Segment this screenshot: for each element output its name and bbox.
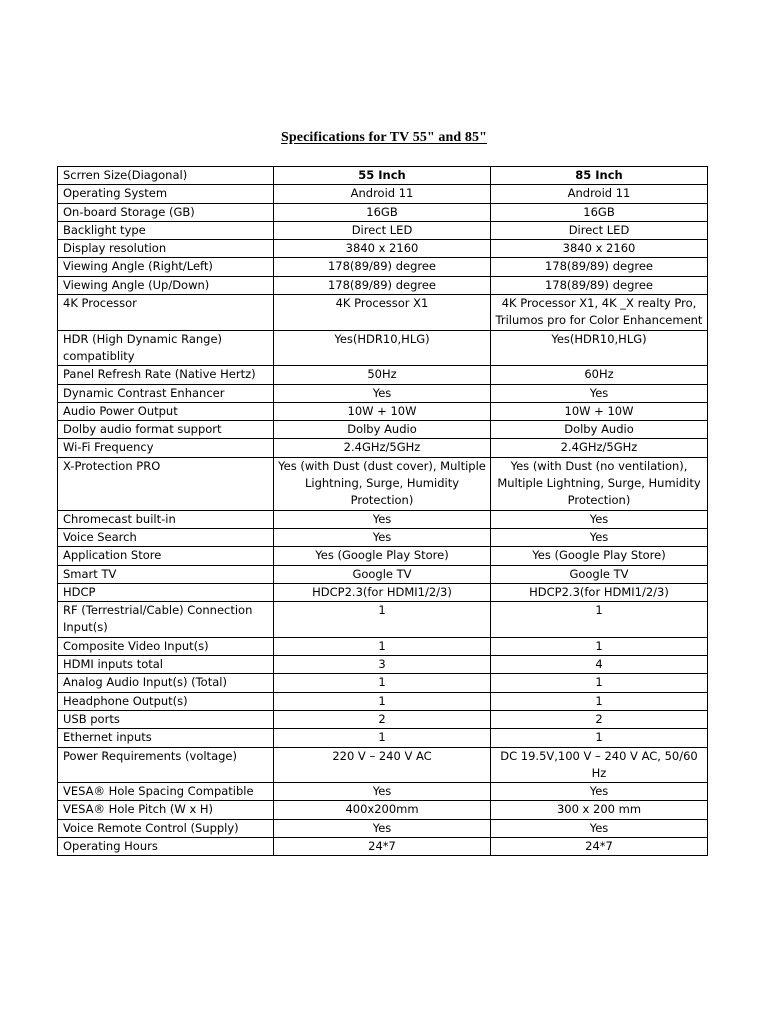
table-row: [58, 710, 708, 728]
spec-value-55-cell: Yes(HDR10,HLG): [274, 330, 491, 366]
spec-value-85-cell: 2: [491, 710, 708, 728]
spec-label-cell: HDCP: [58, 583, 274, 601]
spec-value-55-cell: 2: [274, 710, 491, 728]
spec-value-85-cell: Yes: [491, 384, 708, 402]
table-row: [58, 421, 708, 439]
table-row: [58, 729, 708, 747]
spec-value-85-cell: Yes (Google Play Store): [491, 547, 708, 565]
spec-label-cell: HDMI inputs total: [58, 656, 274, 674]
spec-value-85-cell: 1: [491, 674, 708, 692]
spec-value-55-cell: 50Hz: [274, 366, 491, 384]
spec-value-85-cell: 16GB: [491, 203, 708, 221]
spec-label-cell: HDR (High Dynamic Range) compatiblity: [58, 330, 274, 366]
spec-label-cell: Wi-Fi Frequency: [58, 439, 274, 457]
spec-value-55-cell: 16GB: [274, 203, 491, 221]
table-row: [58, 258, 708, 276]
spec-value-55-cell: 10W + 10W: [274, 402, 491, 420]
spec-value-55-cell: HDCP2.3(for HDMI1/2/3): [274, 583, 491, 601]
spec-value-55-cell: Yes: [274, 384, 491, 402]
spec-label-cell: Voice Search: [58, 528, 274, 546]
spec-value-85-cell: Dolby Audio: [491, 421, 708, 439]
document-title: [0, 130, 768, 146]
table-row: [58, 457, 708, 510]
spec-label-cell: Power Requirements (voltage): [58, 747, 274, 783]
spec-label-cell: Voice Remote Control (Supply): [58, 819, 274, 837]
spec-label-cell: Ethernet inputs: [58, 729, 274, 747]
table-row: [58, 783, 708, 801]
spec-value-55-cell: Yes: [274, 528, 491, 546]
table-row: [58, 583, 708, 601]
spec-value-55-cell: 2.4GHz/5GHz: [274, 439, 491, 457]
table-row: [58, 330, 708, 366]
spec-value-85-cell: Yes: [491, 510, 708, 528]
spec-value-55-cell: 400x200mm: [274, 801, 491, 819]
spec-value-85-cell: 3840 x 2160: [491, 240, 708, 258]
spec-value-85-cell: DC 19.5V,100 V – 240 V AC, 50/60 Hz: [491, 747, 708, 783]
spec-value-55-cell: 1: [274, 729, 491, 747]
spec-value-85-cell: 60Hz: [491, 366, 708, 384]
spec-label-cell: X-Protection PRO: [58, 457, 274, 510]
spec-value-85-cell: 4: [491, 656, 708, 674]
spec-value-55-cell: Yes: [274, 783, 491, 801]
spec-value-85-cell: 4K Processor X1, 4K _X realty Pro, Trilumos pro for Color Enhancement: [491, 295, 708, 331]
table-row: [58, 384, 708, 402]
spec-value-85-cell: 300 x 200 mm: [491, 801, 708, 819]
table-row: [58, 185, 708, 203]
spec-value-55-cell: Direct LED: [274, 221, 491, 239]
spec-label-cell: Display resolution: [58, 240, 274, 258]
table-row: [58, 203, 708, 221]
spec-label-cell: USB ports: [58, 710, 274, 728]
spec-value-55-cell: Google TV: [274, 565, 491, 583]
spec-value-85-cell: 178(89/89) degree: [491, 258, 708, 276]
spec-value-85-cell: Yes: [491, 819, 708, 837]
table-row: [58, 602, 708, 638]
spec-value-55-cell: 3840 x 2160: [274, 240, 491, 258]
spec-value-85-cell: Yes (with Dust (no ventilation), Multiple Lightning, Surge, Humidity Protection): [491, 457, 708, 510]
spec-label-cell: Smart TV: [58, 565, 274, 583]
spec-value-55-cell: Android 11: [274, 185, 491, 203]
table-row: [58, 547, 708, 565]
spec-value-55-cell: 178(89/89) degree: [274, 258, 491, 276]
spec-label-cell: Headphone Output(s): [58, 692, 274, 710]
spec-value-55-cell: 178(89/89) degree: [274, 276, 491, 294]
spec-value-85-cell: 178(89/89) degree: [491, 276, 708, 294]
spec-value-55-cell: 3: [274, 656, 491, 674]
table-row: [58, 528, 708, 546]
spec-label-cell: Audio Power Output: [58, 402, 274, 420]
spec-value-55-cell: Dolby Audio: [274, 421, 491, 439]
spec-value-55-cell: 1: [274, 602, 491, 638]
spec-label-cell: RF (Terrestrial/Cable) Connection Input(s): [58, 602, 274, 638]
table-row: [58, 747, 708, 783]
spec-value-85-cell: Google TV: [491, 565, 708, 583]
spec-value-85-cell: 1: [491, 637, 708, 655]
spec-value-85-cell: Android 11: [491, 185, 708, 203]
spec-value-55-cell: Yes (Google Play Store): [274, 547, 491, 565]
document-title-text: Specifications for TV 55" and 85": [281, 130, 487, 145]
spec-table: [57, 166, 708, 856]
spec-value-55-cell: 1: [274, 674, 491, 692]
spec-label-cell: Chromecast built-in: [58, 510, 274, 528]
spec-label-cell: Composite Video Input(s): [58, 637, 274, 655]
spec-value-55-cell: Yes: [274, 510, 491, 528]
table-row: [58, 692, 708, 710]
spec-label-cell: On-board Storage (GB): [58, 203, 274, 221]
spec-label-cell: Viewing Angle (Up/Down): [58, 276, 274, 294]
table-row: [58, 656, 708, 674]
table-row: [58, 801, 708, 819]
spec-value-85-cell: Yes: [491, 783, 708, 801]
header-55-inch: 55 Inch: [274, 167, 491, 185]
spec-value-85-cell: 2.4GHz/5GHz: [491, 439, 708, 457]
spec-value-85-cell: Yes(HDR10,HLG): [491, 330, 708, 366]
table-row: [58, 510, 708, 528]
spec-label-cell: Backlight type: [58, 221, 274, 239]
table-row: [58, 402, 708, 420]
table-row: [58, 837, 708, 855]
table-header-row: [58, 167, 708, 185]
spec-value-55-cell: Yes: [274, 819, 491, 837]
spec-value-85-cell: 1: [491, 602, 708, 638]
table-row: [58, 221, 708, 239]
spec-label-cell: Viewing Angle (Right/Left): [58, 258, 274, 276]
spec-table-body: [58, 185, 708, 856]
table-row: [58, 637, 708, 655]
spec-value-55-cell: 24*7: [274, 837, 491, 855]
spec-label-cell: Dynamic Contrast Enhancer: [58, 384, 274, 402]
table-row: [58, 295, 708, 331]
spec-label-cell: Operating System: [58, 185, 274, 203]
spec-value-85-cell: 1: [491, 692, 708, 710]
table-row: [58, 366, 708, 384]
spec-value-55-cell: Yes (with Dust (dust cover), Multiple Lightning, Surge, Humidity Protection): [274, 457, 491, 510]
table-row: [58, 819, 708, 837]
table-row: [58, 439, 708, 457]
spec-label-cell: Analog Audio Input(s) (Total): [58, 674, 274, 692]
spec-table-container: [57, 166, 707, 856]
spec-value-85-cell: Direct LED: [491, 221, 708, 239]
spec-label-cell: Dolby audio format support: [58, 421, 274, 439]
spec-label-cell: Operating Hours: [58, 837, 274, 855]
spec-label-cell: Panel Refresh Rate (Native Hertz): [58, 366, 274, 384]
spec-value-85-cell: HDCP2.3(for HDMI1/2/3): [491, 583, 708, 601]
spec-value-85-cell: Yes: [491, 528, 708, 546]
spec-label-cell: VESA® Hole Spacing Compatible: [58, 783, 274, 801]
spec-label-cell: Application Store: [58, 547, 274, 565]
table-row: [58, 240, 708, 258]
spec-label-cell: VESA® Hole Pitch (W x H): [58, 801, 274, 819]
spec-value-55-cell: 4K Processor X1: [274, 295, 491, 331]
spec-label-cell: 4K Processor: [58, 295, 274, 331]
spec-value-55-cell: 1: [274, 692, 491, 710]
spec-value-55-cell: 220 V – 240 V AC: [274, 747, 491, 783]
table-row: [58, 276, 708, 294]
spec-value-85-cell: 10W + 10W: [491, 402, 708, 420]
header-label-cell: Scrren Size(Diagonal): [58, 167, 274, 185]
spec-value-85-cell: 1: [491, 729, 708, 747]
spec-value-55-cell: 1: [274, 637, 491, 655]
header-85-inch: 85 Inch: [491, 167, 708, 185]
table-row: [58, 674, 708, 692]
spec-value-85-cell: 24*7: [491, 837, 708, 855]
table-row: [58, 565, 708, 583]
